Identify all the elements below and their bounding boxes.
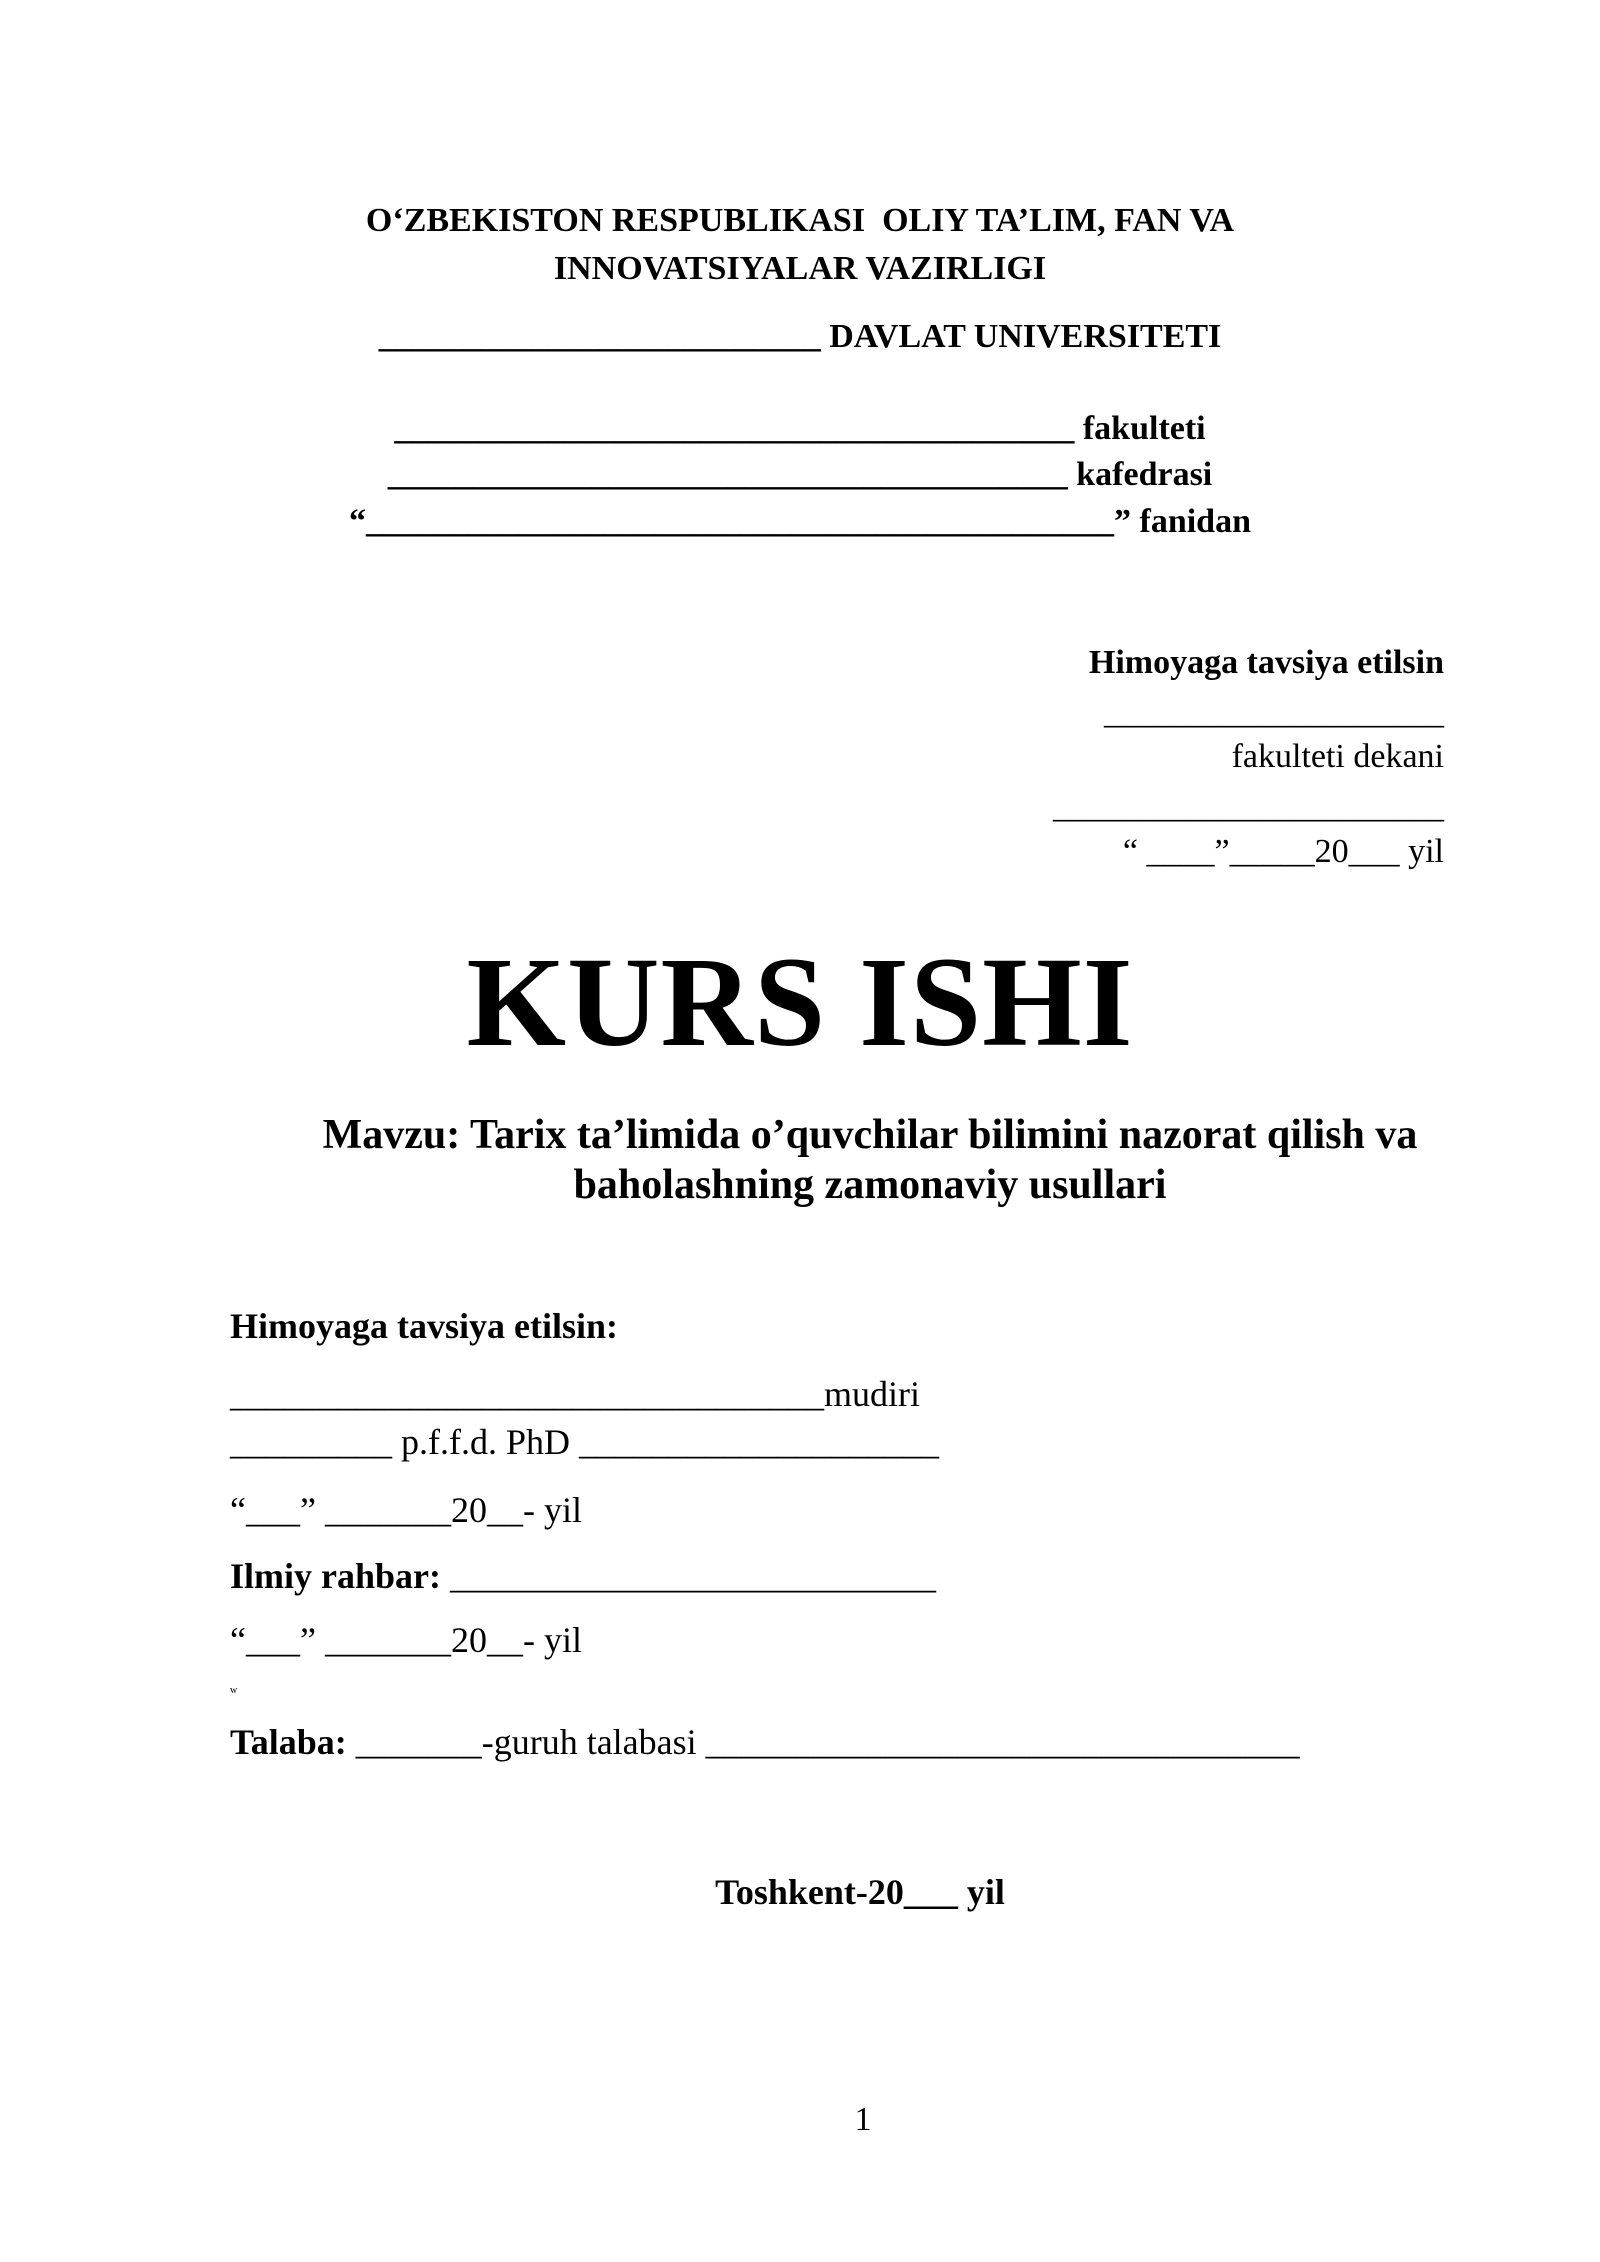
university-line: __________________________ DAVLAT UNIVERSITETI xyxy=(378,318,1222,355)
department-line: ________________________________________ kafedrasi xyxy=(387,456,1213,493)
advisor-blank: ___________________________ xyxy=(441,1556,936,1596)
dean-label: fakulteti dekani xyxy=(1231,738,1444,775)
page-number: 1 xyxy=(854,2101,872,2138)
approval-blank-2: _______________________ xyxy=(1053,788,1444,825)
approval-date-right: “ ____”_____20___ yil xyxy=(1122,833,1444,870)
student-line xyxy=(230,1724,1300,1760)
approval-date-1: “___” _______20__- yil xyxy=(230,1490,582,1530)
city-year: Toshkent-20___ yil xyxy=(715,1872,1005,1912)
approval-heading-right: Himoyaga tavsiya etilsin xyxy=(1088,644,1444,681)
ministry-line-1: O‘ZBEKISTON RESPUBLIKASI OLIY TA’LIM, FAN VA xyxy=(365,202,1235,239)
subject-line: “____________________________________________” fanidan xyxy=(349,503,1251,540)
department-head-line: _________________________________mudiri xyxy=(230,1374,920,1414)
student-label: Talaba: xyxy=(230,1722,347,1762)
ministry-line-2: INNOVATSIYALAR VAZIRLIGI xyxy=(553,250,1047,287)
advisor-label: Ilmiy rahbar: xyxy=(230,1556,441,1596)
tiny-mark: w xyxy=(230,1685,238,1696)
topic-line-2: baholashning zamonaviy usullari xyxy=(573,1162,1167,1208)
student-details: _______-guruh talabasi _________________________________ xyxy=(346,1722,1300,1762)
topic-line-1: Mavzu: Tarix ta’limida o’quvchilar bilimini nazorat qilish va xyxy=(322,1112,1418,1158)
document-title: KURS ISHI xyxy=(466,931,1134,1073)
degree-line: _________ p.f.f.d. PhD ____________________ xyxy=(230,1422,939,1462)
advisor-line xyxy=(230,1558,936,1594)
approval-heading-left: Himoyaga tavsiya etilsin: xyxy=(230,1306,618,1346)
faculty-line: ________________________________________ fakulteti xyxy=(394,410,1206,447)
approval-blank-1: ____________________ xyxy=(1104,694,1444,731)
approval-date-2: “___” _______20__- yil xyxy=(230,1620,582,1660)
